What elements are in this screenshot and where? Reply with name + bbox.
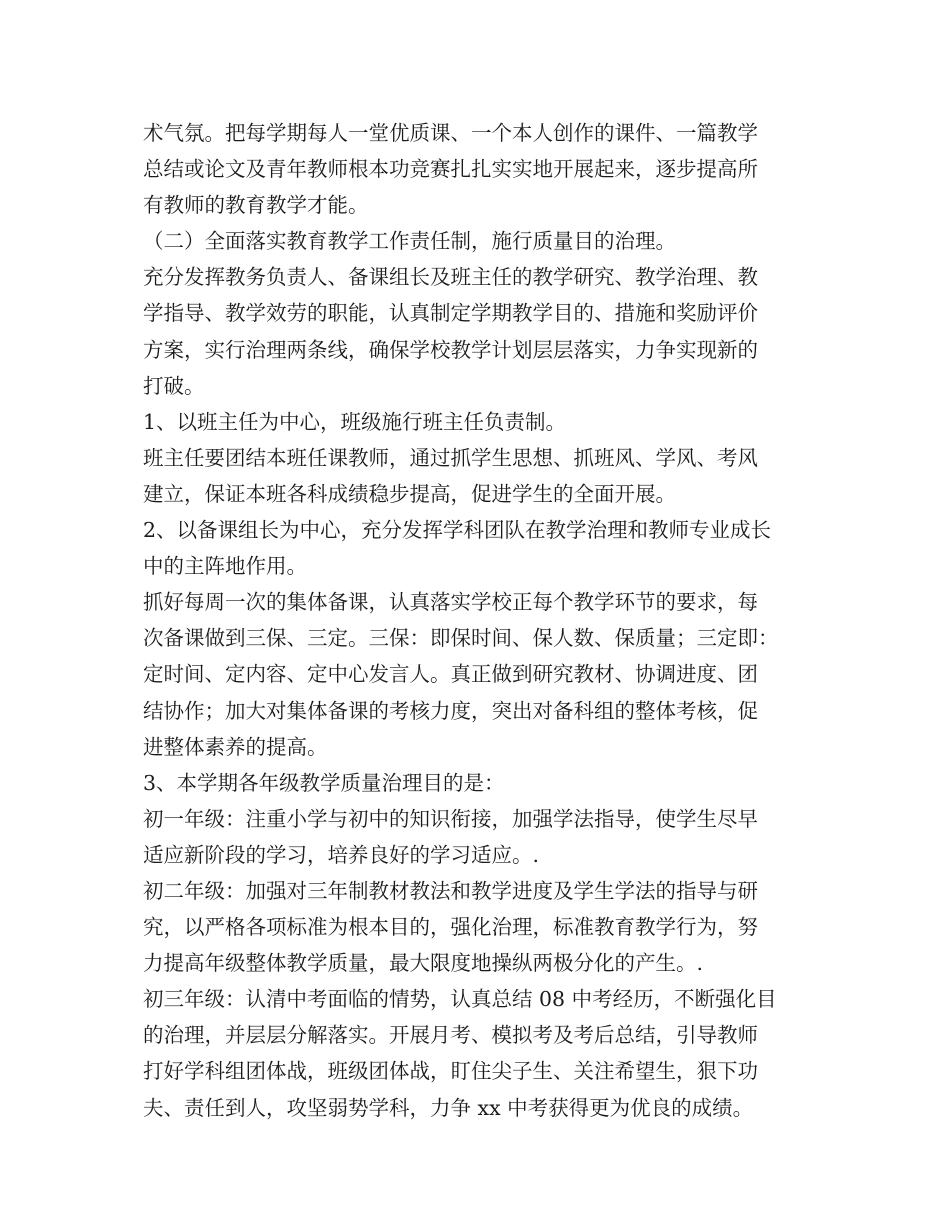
text-line: 有教师的教育教学才能。: [143, 193, 369, 218]
text-line: 中的主阵地作用。: [143, 554, 307, 579]
text-line: 初三年级：认清中考面临的情势，认真总结 08 中考经历，不断强化目: [143, 987, 777, 1012]
text-line: 总结或论文及青年教师根本功竞赛扎扎实实地开展起来，逐步提高所: [143, 157, 758, 182]
text-line: 抓好每周一次的集体备课，认真落实学校正每个教学环节的要求，每: [143, 590, 758, 615]
document-body: [143, 115, 815, 1126]
text-line: 初二年级：加强对三年制教材教法和教学进度及学生学法的指导与研: [143, 878, 758, 903]
text-line: 打破。: [143, 373, 205, 398]
numbered-item-heading: 3、本学期各年级教学质量治理目的是：: [143, 770, 505, 795]
text-line: 充分发挥教务负责人、备课组长及班主任的教学研究、教学治理、教: [143, 265, 758, 290]
text-line: 进整体素养的提高。: [143, 734, 328, 759]
numbered-item-heading: 2、以备课组长为中心，充分发挥学科团队在教学治理和教师专业成长: [143, 518, 772, 543]
text-line: 打好学科组团体战，班级团体战，盯住尖子生、关注希望生，狠下功: [143, 1059, 758, 1084]
text-line: 方案，实行治理两条线，确保学校教学计划层层落实，力争实现新的: [143, 337, 758, 362]
text-line: 班主任要团结本班任课教师，通过抓学生思想、抓班风、学风、考风: [143, 445, 758, 470]
text-line: 初一年级：注重小学与初中的知识衔接，加强学法指导，使学生尽早: [143, 806, 758, 831]
text-line: 次备课做到三保、三定。三保：即保时间、保人数、保质量；三定即：: [143, 626, 779, 651]
text-line: 结协作；加大对集体备课的考核力度，突出对备科组的整体考核，促: [143, 698, 758, 723]
numbered-item-heading: 1、以班主任为中心，班级施行班主任负责制。: [143, 409, 567, 434]
text-line: 夫、责任到人，攻坚弱势学科，力争 xx 中考获得更为优良的成绩。: [143, 1095, 754, 1120]
text-line: 学指导、教学效劳的职能，认真制定学期教学目的、措施和奖励评价: [143, 301, 758, 326]
section-heading: （二）全面落实教育教学工作责任制，施行质量目的治理。: [143, 229, 676, 254]
text-line: 术气氛。把每学期每人一堂优质课、一个本人创作的课件、一篇教学: [143, 121, 758, 145]
text-line: 究，以严格各项标准为根本目的，强化治理，标准教育教学行为，努: [143, 915, 758, 940]
text-line: 建立，保证本班各科成绩稳步提高，促进学生的全面开展。: [143, 481, 676, 506]
text-line: 适应新阶段的学习，培养良好的学习适应。.: [143, 842, 540, 867]
text-line: 定时间、定内容、定中心发言人。真正做到研究教材、协调进度、团: [143, 662, 758, 687]
text-line: 的治理，并层层分解落实。开展月考、模拟考及考后总结，引导教师: [143, 1023, 758, 1048]
text-line: 力提高年级整体教学质量，最大限度地操纵两极分化的产生。.: [143, 951, 704, 976]
